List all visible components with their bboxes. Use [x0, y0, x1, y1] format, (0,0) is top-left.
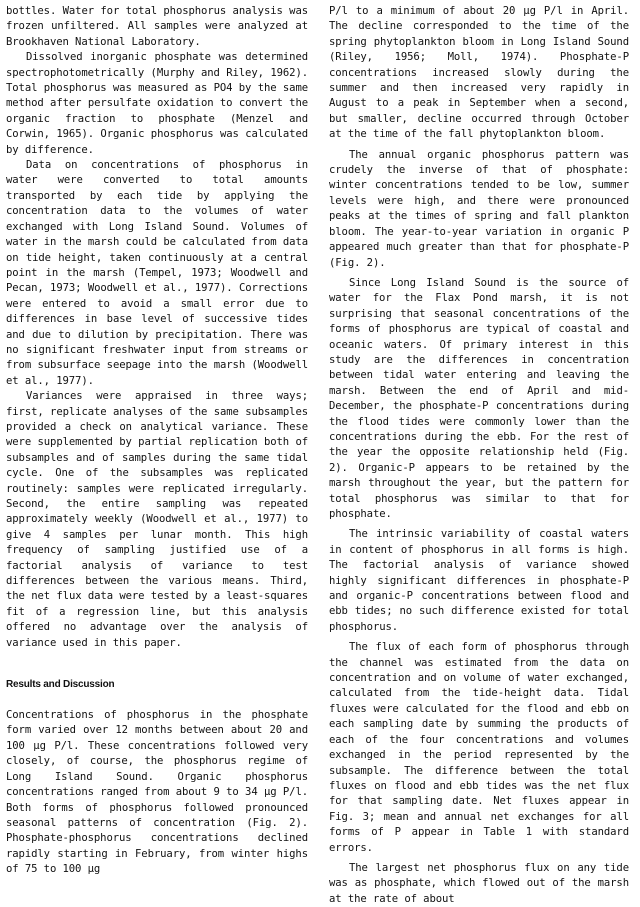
left-column [6, 4, 308, 878]
body-paragraph: Dissolved inorganic phosphate was determined spectrophotometrically (Murphy and Riley, 1962). Total phosphorus was measured as PO4 by the same method after persulfate oxidation to convert the organic fraction to phosphate (Menzel and Corwin, 1965). Organic phosphorus was calculated by difference. [6, 51, 308, 156]
body-paragraph: The annual organic phosphorus pattern was crudely the inverse of that of phosphate: winter concentrations tended to be low, summer levels were high, and there were pronounced peaks at the times of spring and fall plankton bloom. The year-to-year variation in organic P appeared much greater than that for phosphate-P (Fig. 2). [329, 148, 629, 269]
body-paragraph: The flux of each form of phosphorus through the channel was estimated from the data on concentration and on volume of water exchanged, calculated from the tide-height data. Tidal fluxes were calculated for the flood and ebb on each sampling date by summing the products of each of the four concentrations and volumes exchanged in the period represented by the subsample. The difference between the total fluxes on flood and ebb tides was the net flux for that sampling date. Net fluxes appear in Fig. 3; mean and annual net exchanges for all forms of P appear in Table 1 with standard errors. [329, 641, 629, 854]
body-paragraph: The intrinsic variability of coastal waters in content of phosphorus in all forms is high. The factorial analysis of variance showed highly significant differences in phosphate-P and organic-P concentrations between flood and ebb tides; no such difference existed for total phosphorus. [329, 528, 629, 633]
body-paragraph: The largest net phosphorus flux on any tide was as phosphate, which flowed out of the marsh at the rate of about [329, 861, 629, 905]
body-paragraph: Variances were appraised in three ways; first, replicate analyses of the same subsamples provided a check on analytical variance. These were supplemented by partial replication both of subsamples and of samples during the same tidal cycle. One of the subsamples was replicated routinely: samples were replicated irregularly. Second, the entire sampling was repeated approximately weekly (Woodwell et al., 1977) to give 4 samples per lunar month. This high frequency of sampling justified use of a factorial analysis of variance to test differences between the various means. Third, the net flux data were tested by a least-squares fit of a regression line, but this analysis offered no advantage over the analysis of variance used in this paper. [6, 390, 308, 649]
right-column [329, 4, 629, 907]
body-paragraph: Data on concentrations of phosphorus in water were converted to total amounts transported by each tide by applying the concentration data to the volumes of water exchanged with Long Island Sound. Volumes of water in the marsh could be calculated from data on tide height, taken continuously at a central point in the marsh (Tempel, 1973; Woodwell and Pecan, 1973; Woodwell et al., 1977). Corrections were entered to avoid a small error due to differences in base level of successive tides and due to dilution by precipitation. There was no significant freshwater input from streams or from subsurface seepage into the marsh (Woodwell et al., 1977). [6, 159, 308, 387]
body-paragraph: Since Long Island Sound is the source of water for the Flax Pond marsh, it is not surprising that seasonal concentrations of the forms of phosphorus are typical of coastal and oceanic waters. Of primary interest in this study are the differences in concentration between tidal water entering and leaving the marsh. Between the end of April and mid-December, the phosphate-P concentrations during the flood tides were commonly lower than the concentrations during the ebb. For the rest of the year the opposite relationship held (Fig. 2). Organic-P appears to be retained by the marsh throughout the year, but the pattern for total phosphorus was similar to that for phosphate. [329, 276, 629, 520]
section-heading: Results and Discussion [6, 679, 115, 691]
body-paragraph: Concentrations of phosphorus in the phosphate form varied over 12 months between about 20 and 100 µg P/l. These concentrations followed very closely, of course, the phosphorus regime of Long Island Sound. Organic phosphorus concentrations ranged from about 9 to 34 µg P/l. Both forms of phosphorus followed pronounced seasonal patterns of concentration (Fig. 2). Phosphate-phosphorus concentrations declined rapidly starting in February, from winter highs of 75 to 100 µg [6, 709, 308, 876]
body-paragraph: bottles. Water for total phosphorus analysis was frozen unfiltered. All samples were analyzed at Brookhaven National Laboratory. [6, 5, 308, 48]
body-paragraph: P/l to a minimum of about 20 µg P/l in April. The decline corresponded to the time of the spring phytoplankton bloom in Long Island Sound (Riley, 1956; Moll, 1974). Phosphate-P concentrations increased slowly during the summer and then increased very rapidly in August to a peak in September when a second, but smaller, decline occurred through October at the time of the fall phytoplankton bloom. [329, 5, 629, 141]
